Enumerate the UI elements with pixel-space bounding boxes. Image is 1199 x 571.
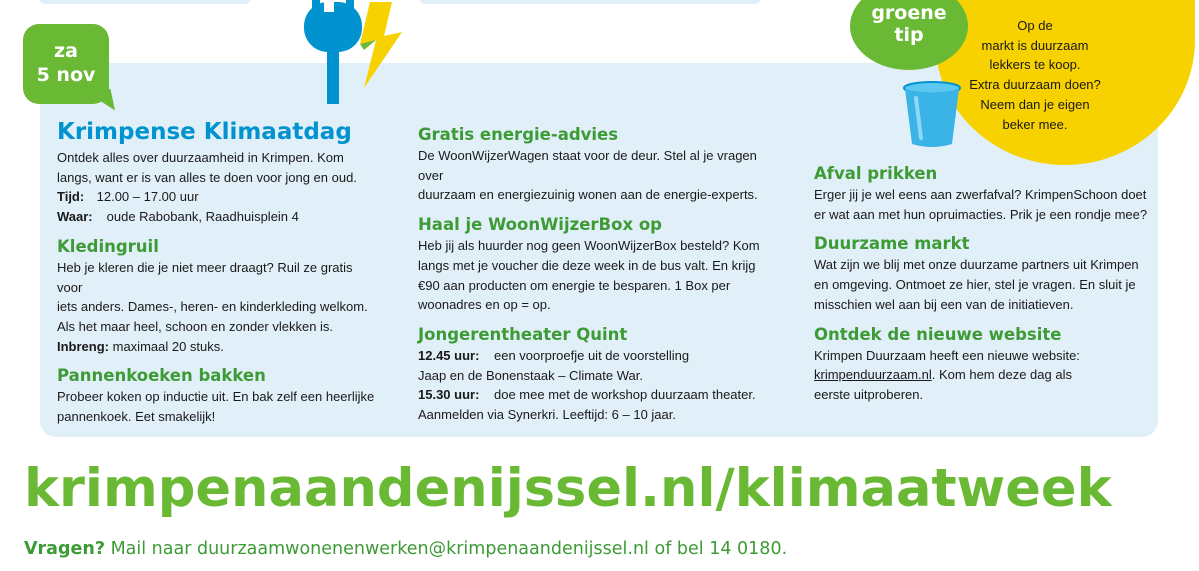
top-panel-edge-center bbox=[420, 0, 760, 4]
body-line: Heb jij als huurder nog geen WoonWijzerBox besteld? Kom bbox=[418, 238, 760, 254]
schedule-row bbox=[418, 346, 778, 366]
schedule-text: een voorproefje uit de voorstelling bbox=[494, 347, 690, 363]
inbreng-label: Inbreng: bbox=[57, 338, 109, 354]
date-date: 5 nov bbox=[36, 64, 96, 86]
plug-lightning-icon bbox=[302, 0, 412, 110]
section-heading: Ontdek de nieuwe website bbox=[814, 324, 1062, 344]
body-line: Krimpen Duurzaam heeft een nieuwe website: bbox=[814, 347, 1080, 363]
afval-block bbox=[814, 163, 1154, 224]
intro-line: langs, want er is van alles te doen voor jong en oud. bbox=[57, 169, 357, 185]
tip-line: beker mee. bbox=[1002, 116, 1068, 132]
schedule-row bbox=[418, 385, 778, 405]
tip-line: Extra duurzaam doen? bbox=[969, 77, 1101, 93]
body-line: Als het maar heel, schoon en zonder vlekken is. bbox=[57, 318, 334, 334]
tijd-value: 12.00 – 17.00 uur bbox=[96, 189, 199, 205]
contact-line bbox=[24, 537, 787, 561]
column-2 bbox=[418, 124, 778, 434]
section-heading: Jongerentheater Quint bbox=[418, 324, 628, 344]
theater-block bbox=[418, 324, 778, 425]
tip-line: Neem dan je eigen bbox=[980, 96, 1090, 112]
groene-tip-label-line1: groene bbox=[871, 2, 947, 24]
waar-label: Waar: bbox=[57, 209, 93, 225]
schedule-text: doe mee met de workshop duurzaam theater. bbox=[494, 387, 756, 403]
tip-line: markt is duurzaam bbox=[981, 37, 1089, 53]
waar-value: oude Rabobank, Raadhuisplein 4 bbox=[106, 209, 299, 225]
body-line: Jaap en de Bonenstaak – Climate War. bbox=[418, 367, 643, 383]
body-line: €90 aan producten om energie te besparen. 1 Box per bbox=[418, 277, 731, 293]
cup-icon bbox=[902, 80, 962, 150]
section-heading: Duurzame markt bbox=[814, 234, 970, 254]
section-heading: Pannenkoeken bakken bbox=[57, 366, 266, 386]
column-1 bbox=[57, 116, 377, 436]
section-heading: Haal je WoonWijzerBox op bbox=[418, 215, 662, 235]
body-line: woonadres en op = op. bbox=[418, 297, 551, 313]
body-line: langs met je voucher die deze week in de bus valt. En krijg bbox=[418, 257, 756, 273]
body-line: en omgeving. Ontmoet ze hier, stel je vragen. En sluit je bbox=[814, 277, 1136, 293]
contact-text: Mail naar duurzaamwonenenwerken@krimpenaandenijssel.nl of bel 14 0180. bbox=[105, 539, 788, 559]
column-3 bbox=[814, 163, 1154, 414]
section-heading: Afval prikken bbox=[814, 164, 938, 183]
kledingruil-block bbox=[57, 236, 377, 357]
body-line: pannenkoek. Eet smakelijk! bbox=[57, 409, 216, 425]
markt-block bbox=[814, 233, 1154, 314]
body-line: eerste uitproberen. bbox=[814, 386, 924, 402]
schedule-time: 12.45 uur: bbox=[418, 347, 480, 363]
website-row bbox=[814, 365, 1154, 385]
groene-tip-label-line2: tip bbox=[894, 24, 924, 46]
inbreng-row bbox=[57, 337, 377, 357]
body-line: De WoonWijzerWagen staat voor de deur. Stel al je vragen over bbox=[418, 148, 757, 183]
tijd-label: Tijd: bbox=[57, 189, 85, 205]
pannenkoeken-block bbox=[57, 365, 377, 426]
date-day: za bbox=[54, 40, 78, 62]
tip-line: Op de bbox=[1017, 18, 1053, 33]
body-line: duurzaam en energiezuinig wonen aan de energie-experts. bbox=[418, 187, 758, 203]
intro-block bbox=[57, 148, 377, 227]
speech-tail bbox=[89, 89, 115, 115]
top-panel-edge-left bbox=[40, 0, 250, 4]
body-line: Probeer koken op inductie uit. En bak zelf een heerlijke bbox=[57, 389, 375, 405]
body-line: iets anders. Dames-, heren- en kinderkleding welkom. bbox=[57, 299, 368, 315]
energie-advies-block bbox=[418, 124, 778, 205]
intro-line: Ontdek alles over duurzaamheid in Krimpen. Kom bbox=[57, 150, 344, 165]
klimaatweek-url[interactable]: krimpenaandenijssel.nl/klimaatweek bbox=[24, 458, 1112, 519]
inbreng-value: maximaal 20 stuks. bbox=[112, 338, 224, 354]
tijd-row bbox=[57, 187, 377, 207]
section-heading: Kledingruil bbox=[57, 236, 159, 256]
body-line: misschien wel aan bij een van de initiatieven. bbox=[814, 296, 1074, 312]
tip-line: lekkers te koop. bbox=[989, 57, 1081, 73]
section-heading: Gratis energie-advies bbox=[418, 125, 619, 144]
groene-tip-text bbox=[955, 16, 1115, 134]
body-line: er wat aan met hun opruimacties. Prik je een rondje mee? bbox=[814, 206, 1148, 222]
body-line: Wat zijn we blij met onze duurzame partners uit Krimpen bbox=[814, 257, 1139, 273]
website-link[interactable]: krimpenduurzaam.nl bbox=[814, 367, 932, 383]
woonwijzerbox-block bbox=[418, 214, 778, 315]
contact-question: Vragen? bbox=[24, 539, 105, 559]
waar-row bbox=[57, 207, 377, 227]
date-bubble bbox=[23, 24, 109, 104]
website-block bbox=[814, 324, 1154, 405]
body-line: Erger jij je wel eens aan zwerfafval? KrimpenSchoon doet bbox=[814, 187, 1147, 202]
page-title: Krimpense Klimaatdag bbox=[57, 119, 352, 145]
schedule-time: 15.30 uur: bbox=[418, 387, 480, 403]
body-line: Heb je kleren die je niet meer draagt? Ruil ze gratis voor bbox=[57, 259, 353, 295]
body-line: Aanmelden via Synerkri. Leeftijd: 6 – 10 jaar. bbox=[418, 407, 676, 423]
body-text: . Kom hem deze dag als bbox=[931, 367, 1072, 383]
